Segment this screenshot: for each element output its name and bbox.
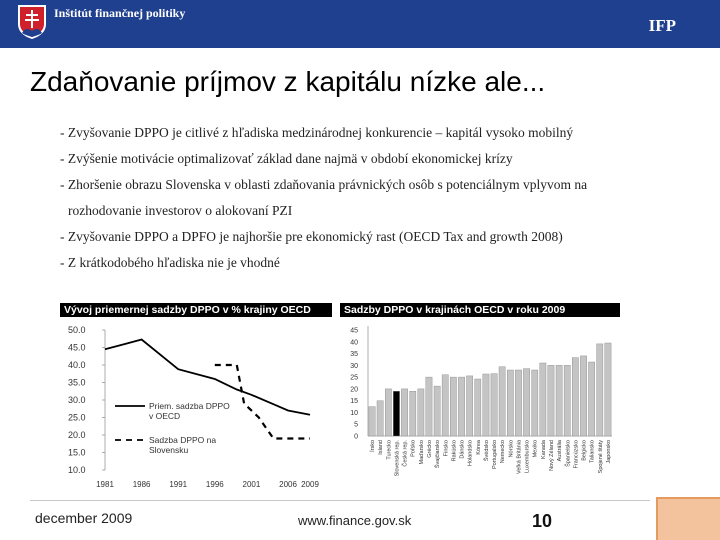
bar [418,389,424,436]
bar [458,377,464,436]
line-chart [60,318,336,496]
category-label: Veľká Británia [516,440,523,475]
bar-chart-title: Sadzby DPPO v krajinách OECD v roku 2009 [340,303,620,317]
bar [377,401,383,436]
category-label: Rakúsko [451,440,458,462]
y-tick-label: 45.0 [68,342,86,353]
category-label: Francúzsko [573,440,580,469]
footer-date: december 2009 [35,510,133,526]
y-tick-label: 50.0 [68,325,86,335]
y-tick-label: 25 [350,374,358,382]
bar [605,343,611,436]
bar [499,367,505,436]
bar [580,356,586,436]
category-label: Slovenská rep. [394,440,401,477]
bar [548,365,554,436]
bar [532,370,538,436]
category-label: Belgicko [581,440,588,461]
bar [401,389,407,436]
bar [442,375,448,436]
slide-title: Zdaňovanie príjmov z kapitálu nízke ale... [30,66,546,97]
bar [434,386,440,436]
bullet-item: - Zvyšovanie DPPO je citlivé z hľadiska medzinárodnej konkurencie – kapitál vysoko mobilný [60,125,574,140]
category-label: Írsko [370,440,377,452]
footer-divider [30,500,650,501]
category-label: Poľsko [410,440,417,457]
legend-label: Priem. sadzba DPPO v OECD [149,401,230,421]
category-label: Grécko [427,440,433,458]
category-label: Portugalsko [492,440,499,470]
bar [564,365,570,436]
institution-abbreviation: IFP [648,16,676,35]
y-tick-label: 10.0 [68,465,86,475]
legend-label: Sadzba DPPO na Slovensku [149,435,217,455]
category-label: Luxembursko [524,440,531,474]
category-label: Švédsko [483,440,490,462]
x-tick-label: 2001 [242,480,261,489]
y-tick-label: 15 [350,398,358,406]
y-tick-label: 40 [350,339,358,347]
y-tick-label: 5 [354,421,358,429]
category-label: Kórea [475,440,482,455]
bar [467,376,473,436]
bar [523,369,529,436]
x-tick-label: 1996 [205,480,224,489]
y-tick-label: 40.0 [68,360,86,370]
bar-chart [340,318,620,496]
bullet-item: - Z krátkodobého hľadiska nie je vhodné [60,255,280,270]
charts-panel [60,300,620,496]
bar [369,407,375,436]
x-tick-label: 2006 [279,480,297,489]
page-number: 10 [532,511,553,531]
y-tick-label: 10 [350,409,358,417]
bullet-item: - Zvyšovanie DPPO a DPFO je najhoršie pre ekonomický rast (OECD Tax and growth 2008) [60,229,563,244]
bar [507,370,513,436]
bar [589,362,595,436]
coat-of-arms-icon [17,4,47,40]
y-tick-label: 25.0 [68,412,86,423]
bar [450,377,456,436]
y-tick-label: 35 [350,351,358,359]
category-label: Mexiko [532,440,539,458]
bullet-item-continuation: rozhodovanie investorov o alokovaní PZI [68,203,293,218]
category-label: Island [378,440,385,455]
bar [597,344,603,436]
bar [385,389,391,436]
category-label: Turecko [386,440,393,460]
bullet-list [60,120,700,276]
category-label: Kanada [540,440,547,459]
bar [475,379,481,436]
bar [410,391,416,436]
category-label: Japonsko [605,440,612,464]
bar [540,363,546,436]
institution-name: Inštitút finančnej politiky [54,6,186,20]
x-tick-label: 2009 [301,480,319,489]
y-tick-label: 30.0 [68,395,86,405]
x-tick-label: 1991 [169,480,188,489]
category-label: Česká rep. [402,440,409,467]
category-label: Taliansko [589,440,596,463]
y-tick-label: 30 [350,362,358,370]
x-tick-label: 1981 [96,480,114,489]
bar [491,374,497,436]
y-tick-label: 0 [354,433,358,441]
category-label: Holandsko [467,440,474,466]
y-tick-label: 20.0 [68,430,86,440]
category-label: Nórsko [508,440,515,458]
footer-url[interactable]: www.finance.gov.sk [298,513,412,528]
line-chart-title: Vývoj priemernej sadzby DPPO v % krajiny OECD [60,303,332,317]
bar [393,391,399,436]
category-label: Nemecko [500,440,507,464]
bullet-item: - Zvýšenie motivácie optimalizovať základ dane najmä v období ekonomickej krízy [60,151,513,166]
header-bar [0,0,720,48]
corner-decoration [656,497,720,540]
x-tick-label: 1986 [132,480,151,489]
y-tick-label: 15.0 [68,447,86,458]
y-tick-label: 35.0 [68,377,86,388]
category-label: Švajčiarsko [435,440,442,469]
bar [572,358,578,436]
category-label: Španielsko [565,440,572,467]
category-label: Spojené štáty [597,440,604,474]
y-tick-label: 20 [350,386,358,394]
bar [556,365,562,436]
y-tick-label: 45 [350,327,358,335]
category-label: Nový Zéland [549,440,555,471]
category-label: Maďarsko [418,440,425,465]
bullet-item: - Zhoršenie obrazu Slovenska v oblasti zdaňovania právnických osôb s potenciálnym vplyvom na [60,177,588,192]
category-label: Fínsko [443,440,450,457]
bar [426,377,432,436]
category-label: Austrália [557,440,564,462]
bar [515,370,521,436]
category-label: Dánsko [459,440,466,459]
bar [483,374,489,436]
